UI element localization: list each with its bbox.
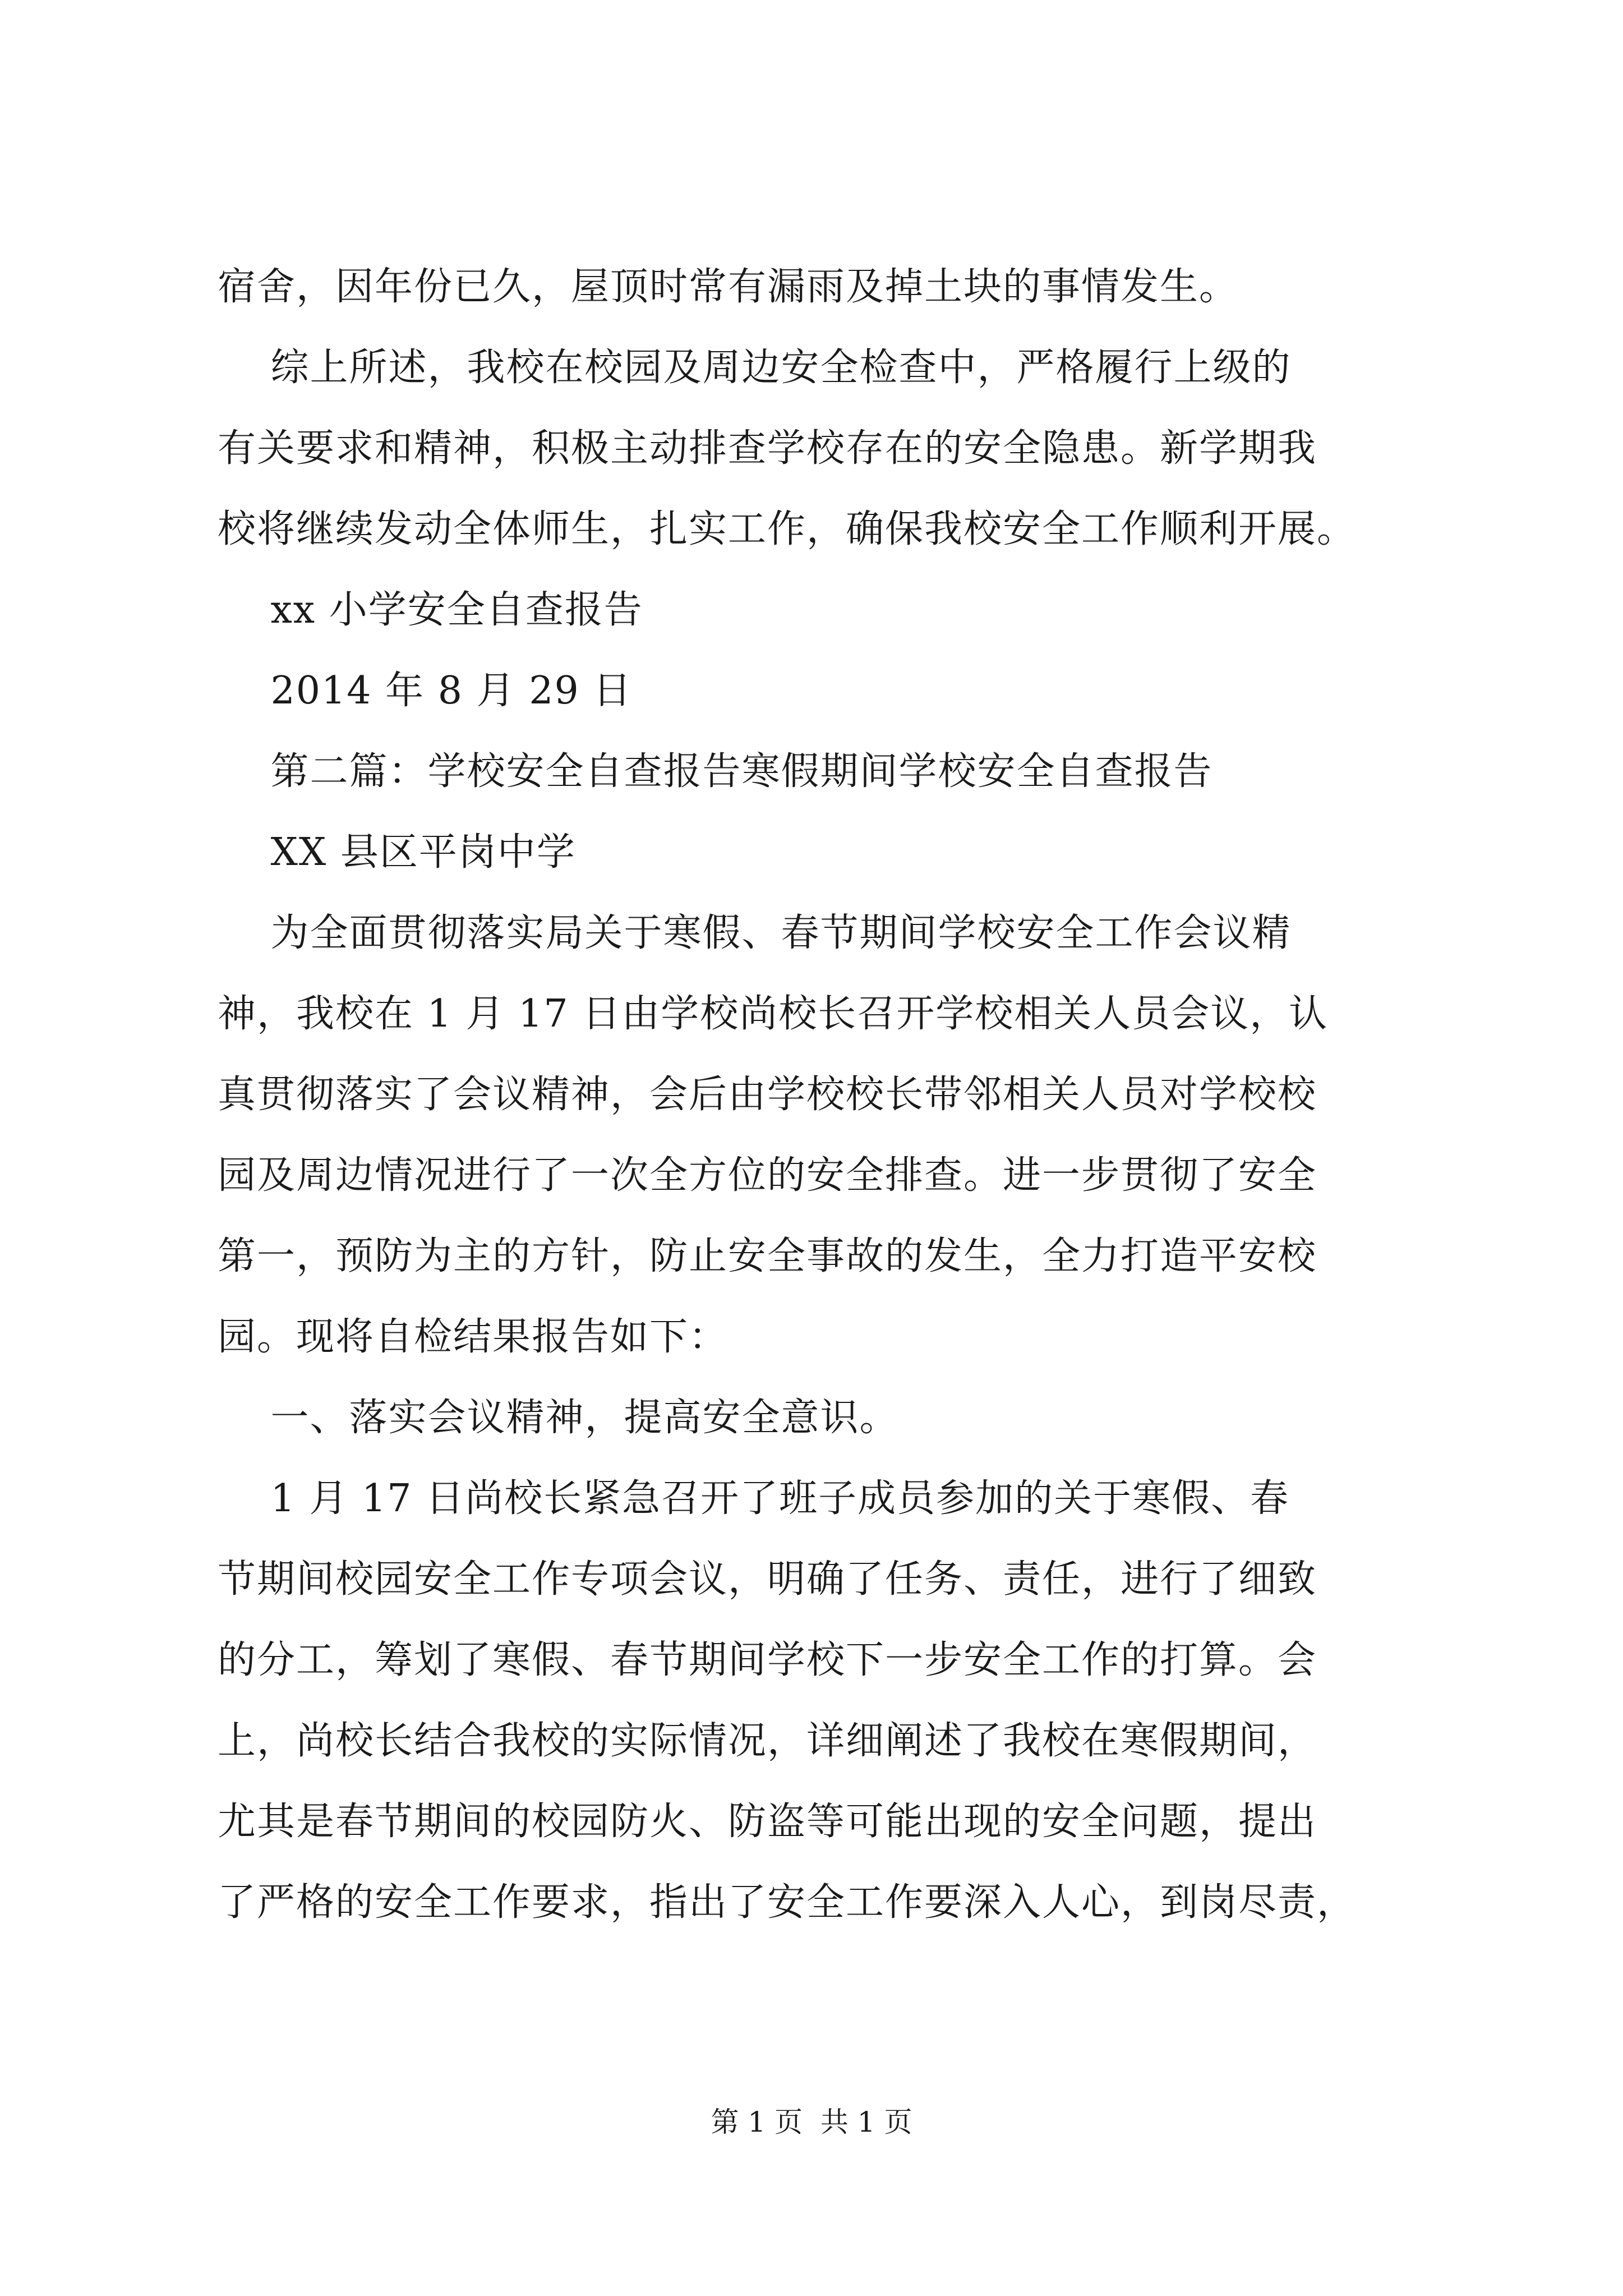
text-line: xx 小学安全自查报告 — [218, 588, 643, 632]
text-line: 有关要求和精神，积极主动排查学校存在的安全隐患。新学期我 — [218, 426, 1317, 471]
text-line: 第一，预防为主的方针，防止安全事故的发生，全力打造平安校 — [218, 1234, 1317, 1278]
text-line: 2014 年 8 月 29 日 — [218, 669, 633, 713]
page-footer — [0, 2102, 1623, 2142]
text-line: 宿舍，因年份已久，屋顶时常有漏雨及掉土块的事情发生。 — [218, 265, 1239, 309]
text-line: XX 县区平岗中学 — [218, 830, 576, 875]
text-line: 上，尚校长结合我校的实际情况，详细阐述了我校在寒假期间， — [218, 1719, 1317, 1763]
text-line: 了严格的安全工作要求，指出了安全工作要深入人心，到岗尽责， — [218, 1880, 1357, 1925]
text-line: 1 月 17 日尚校长紧急召开了班子成员参加的关于寒假、春 — [218, 1476, 1290, 1521]
text-line: 神，我校在 1 月 17 日由学校尚校长召开学校相关人员会议，认 — [218, 992, 1329, 1036]
text-line: 第二篇：学校安全自查报告寒假期间学校安全自查报告 — [218, 749, 1213, 794]
text-line: 尤其是春节期间的校园防火、防盗等可能出现的安全问题，提出 — [218, 1800, 1317, 1844]
page-number: 第 1 页 共 1 页 — [711, 2106, 912, 2138]
text-line: 节期间校园安全工作专项会议，明确了任务、责任，进行了细致 — [218, 1557, 1317, 1602]
text-line: 综上所述，我校在校园及周边安全检查中，严格履行上级的 — [218, 346, 1292, 390]
text-line: 的分工，筹划了寒假、春节期间学校下一步安全工作的打算。会 — [218, 1638, 1317, 1682]
text-line: 校将继续发动全体师生，扎实工作，确保我校安全工作顺利开展。 — [218, 507, 1357, 551]
text-line: 真贯彻落实了会议精神，会后由学校校长带邻相关人员对学校校 — [218, 1073, 1317, 1117]
document-body — [218, 247, 1418, 1943]
text-line: 园及周边情况进行了一次全方位的安全排查。进一步贯彻了安全 — [218, 1153, 1317, 1198]
text-line: 一、落实会议精神，提高安全意识。 — [218, 1396, 899, 1440]
text-line: 园。现将自检结果报告如下： — [218, 1315, 728, 1359]
text-line: 为全面贯彻落实局关于寒假、春节期间学校安全工作会议精 — [218, 911, 1292, 955]
